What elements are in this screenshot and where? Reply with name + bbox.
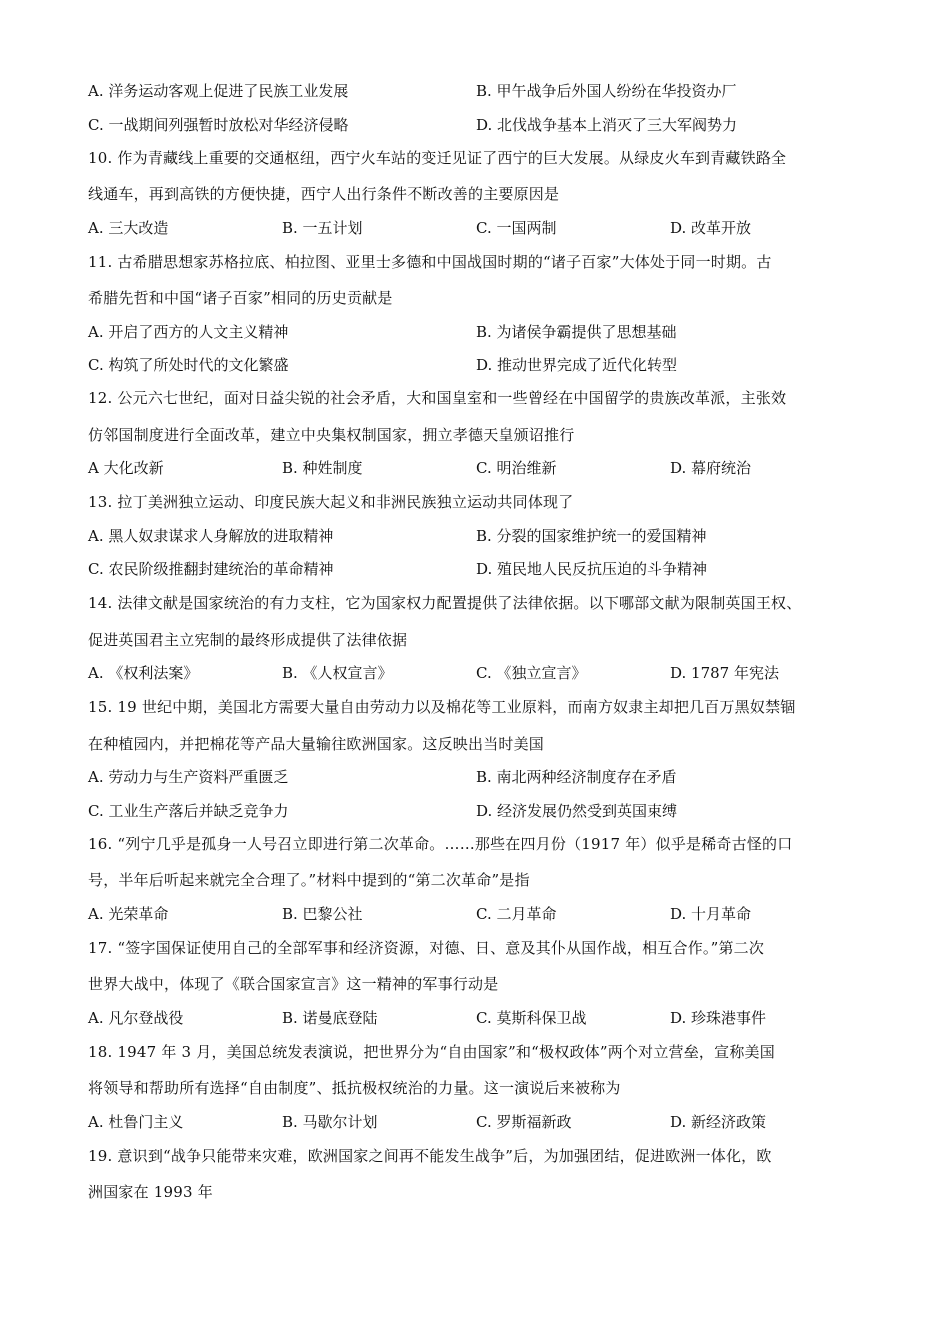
q12-option-d: D. 幕府统治: [670, 459, 752, 477]
q10-option-b: B. 一五计划: [282, 219, 363, 237]
q16-stem-line2: 号，半年后听起来就完全合理了。”材料中提到的“第二次革命”是指: [88, 871, 530, 889]
q18-option-b: B. 马歇尔计划: [282, 1113, 378, 1131]
q14-option-a: A. 《权利法案》: [88, 664, 199, 682]
q13-option-d: D. 殖民地人民反抗压迫的斗争精神: [476, 560, 708, 578]
q14-option-c: C. 《独立宣言》: [476, 664, 587, 682]
q17-stem-line2: 世界大战中，体现了《联合国家宣言》这一精神的军事行动是: [88, 975, 499, 993]
q9-option-a: A. 洋务运动客观上促进了民族工业发展: [88, 82, 349, 100]
q15-option-c: C. 工业生产落后并缺乏竞争力: [88, 802, 289, 820]
q19-stem-line2: 洲国家在 1993 年: [88, 1183, 213, 1201]
q14-stem-line2: 促进英国君主立宪制的最终形成提供了法律依据: [88, 631, 408, 649]
q11-option-a: A. 开启了西方的人文主义精神: [88, 323, 289, 341]
q15-option-b: B. 南北两种经济制度存在矛盾: [476, 768, 677, 786]
q19-stem-line1: 19. 意识到“战争只能带来灾难，欧洲国家之间再不能发生战争”后，为加强团结，促进欧洲一体化，欧: [88, 1147, 772, 1165]
q10-option-d: D. 改革开放: [670, 219, 752, 237]
q10-stem-line1: 10. 作为青藏线上重要的交通枢纽，西宁火车站的变迁见证了西宁的巨大发展。从绿皮火车到青藏铁路全: [88, 149, 787, 167]
q18-option-c: C. 罗斯福新政: [476, 1113, 572, 1131]
q15-stem-line1: 15. 19 世纪中期，美国北方需要大量自由劳动力以及棉花等工业原料，而南方奴隶主却把几百万黑奴禁锢: [88, 698, 796, 716]
q18-option-a: A. 杜鲁门主义: [88, 1113, 184, 1131]
q13-stem-line1: 13. 拉丁美洲独立运动、印度民族大起义和非洲民族独立运动共同体现了: [88, 493, 574, 511]
q17-option-b: B. 诺曼底登陆: [282, 1009, 378, 1027]
q12-option-a: A 大化改新: [88, 459, 164, 477]
q14-stem-line1: 14. 法律文献是国家统治的有力支柱，它为国家权力配置提供了法律依据。以下哪部文献为限制英国王权、: [88, 594, 802, 612]
q17-option-c: C. 莫斯科保卫战: [476, 1009, 587, 1027]
q13-option-c: C. 农民阶级推翻封建统治的革命精神: [88, 560, 334, 578]
q14-option-b: B. 《人权宣言》: [282, 664, 393, 682]
q16-option-d: D. 十月革命: [670, 905, 752, 923]
q15-option-d: D. 经济发展仍然受到英国束缚: [476, 802, 678, 820]
q12-stem-line2: 仿邻国制度进行全面改革，建立中央集权制国家，拥立孝德天皇颁诏推行: [88, 426, 575, 444]
q16-stem-line1: 16. “列宁几乎是孤身一人号召立即进行第二次革命。……那些在四月份（1917 年）似乎是稀奇古怪的口: [88, 835, 793, 853]
q15-option-a: A. 劳动力与生产资料严重匮乏: [88, 768, 289, 786]
q17-option-d: D. 珍珠港事件: [670, 1009, 767, 1027]
q16-option-c: C. 二月革命: [476, 905, 557, 923]
q17-option-a: A. 凡尔登战役: [88, 1009, 184, 1027]
q9-option-c: C. 一战期间列强暂时放松对华经济侵略: [88, 116, 349, 134]
q10-option-a: A. 三大改造: [88, 219, 169, 237]
q12-option-b: B. 种姓制度: [282, 459, 363, 477]
q9-option-d: D. 北伐战争基本上消灭了三大军阀势力: [476, 116, 738, 134]
q10-stem-line2: 线通车，再到高铁的方便快捷，西宁人出行条件不断改善的主要原因是: [88, 185, 560, 203]
q17-stem-line1: 17. “签字国保证使用自己的全部军事和经济资源，对德、日、意及其仆从国作战，相互合作。”第二次: [88, 939, 765, 957]
q16-option-b: B. 巴黎公社: [282, 905, 363, 923]
q10-option-c: C. 一国两制: [476, 219, 557, 237]
q9-option-b: B. 甲午战争后外国人纷纷在华投资办厂: [476, 82, 737, 100]
q12-stem-line1: 12. 公元六七世纪，面对日益尖锐的社会矛盾，大和国皇室和一些曾经在中国留学的贵族改革派，主张效: [88, 389, 787, 407]
q11-stem-line1: 11. 古希腊思想家苏格拉底、柏拉图、亚里士多德和中国战国时期的“诸子百家”大体处于同一时期。古: [88, 253, 772, 271]
q18-stem-line2: 将领导和帮助所有选择“自由制度”、抵抗极权统治的力量。这一演说后来被称为: [88, 1079, 621, 1097]
q14-option-d: D. 1787 年宪法: [670, 664, 779, 682]
q11-option-b: B. 为诸侯争霸提供了思想基础: [476, 323, 677, 341]
q11-stem-line2: 希腊先哲和中国“诸子百家”相同的历史贡献是: [88, 289, 393, 307]
q13-option-b: B. 分裂的国家维护统一的爱国精神: [476, 527, 707, 545]
q18-stem-line1: 18. 1947 年 3 月，美国总统发表演说，把世界分为“自由国家”和“极权政体”两个对立营垒，宣称美国: [88, 1043, 775, 1061]
q15-stem-line2: 在种植园内，并把棉花等产品大量输往欧洲国家。这反映出当时美国: [88, 735, 545, 753]
q13-option-a: A. 黑人奴隶谋求人身解放的进取精神: [88, 527, 334, 545]
q12-option-c: C. 明治维新: [476, 459, 557, 477]
q11-option-c: C. 构筑了所处时代的文化繁盛: [88, 356, 289, 374]
q16-option-a: A. 光荣革命: [88, 905, 169, 923]
q18-option-d: D. 新经济政策: [670, 1113, 767, 1131]
q11-option-d: D. 推动世界完成了近代化转型: [476, 356, 678, 374]
